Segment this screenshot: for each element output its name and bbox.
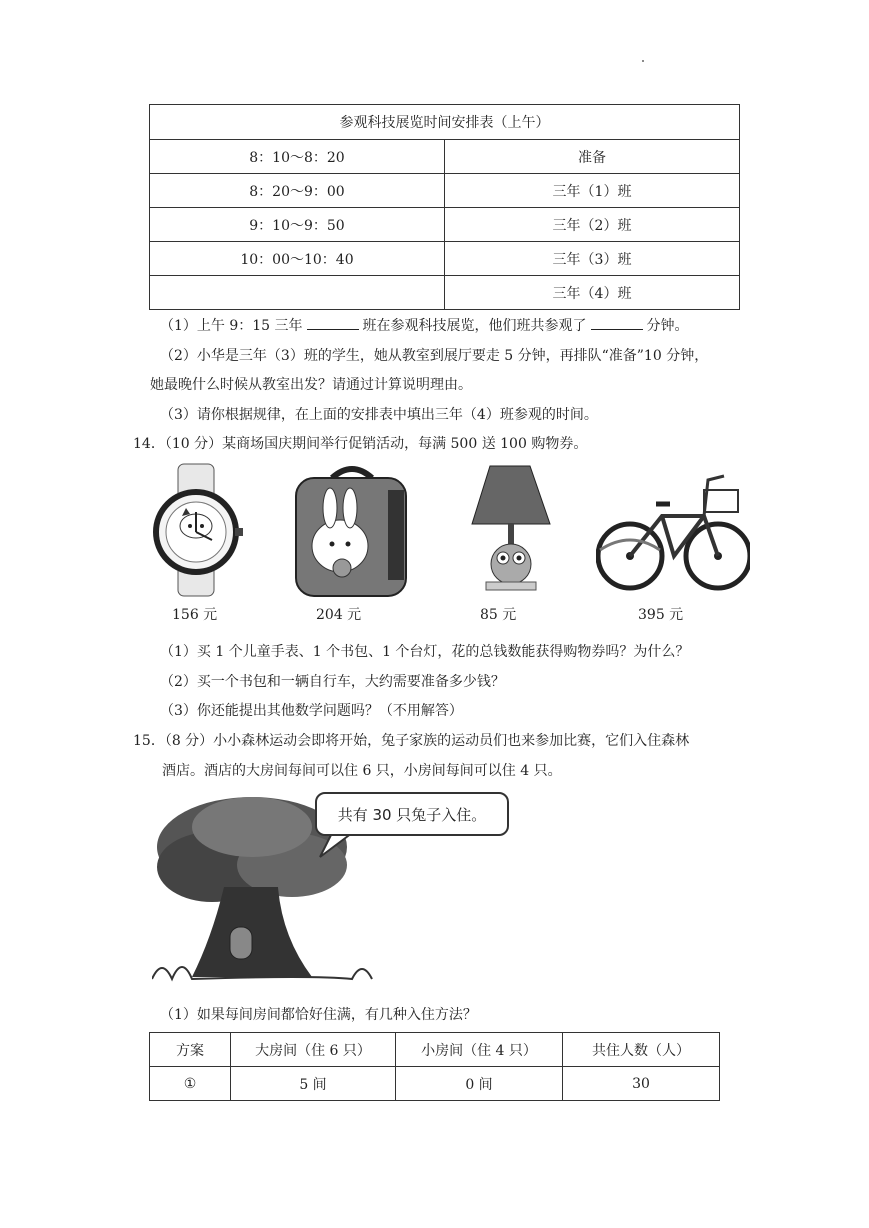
schedule-class: 三年（2）班	[445, 208, 740, 242]
answer-blank[interactable]	[307, 315, 359, 330]
table-row	[150, 140, 740, 174]
price-label: 156 元	[172, 607, 218, 623]
q14-part3: （3）你还能提出其他数学问题吗？（不用解答）	[160, 703, 463, 719]
schedule-time: 10：00～10：40	[150, 242, 445, 276]
table-header-row	[150, 1033, 720, 1067]
table-header: 方案	[150, 1033, 231, 1067]
schedule-class: 三年（1）班	[445, 174, 740, 208]
table-cell: ①	[150, 1067, 231, 1101]
q14-stem: 14．（10 分）某商场国庆期间举行促销活动，每满 500 送 100 购物券。	[133, 436, 588, 452]
product-bicycle	[596, 460, 750, 628]
schedule-time: 8：10～8：20	[150, 140, 445, 174]
q13-part1-text-b: 班在参观科技展览，他们班共参观了	[362, 318, 587, 334]
table-cell: 30	[563, 1067, 720, 1101]
schedule-title: 参观科技展览时间安排表（上午）	[150, 105, 740, 140]
q15-stem-line2: 酒店。酒店的大房间每间可以住 6 只，小房间每间可以住 4 只。	[162, 763, 562, 779]
schedule-table	[149, 104, 740, 310]
schedule-time: 8：20～9：00	[150, 174, 445, 208]
watch-icon	[146, 460, 256, 600]
table-header: 大房间（住 6 只）	[231, 1033, 396, 1067]
product-images	[146, 460, 750, 628]
product-backpack	[292, 460, 412, 628]
table-row	[150, 174, 740, 208]
q15-part1: （1）如果每间房间都恰好住满，有几种入住方法？	[160, 1007, 477, 1023]
q13-part1-text-c: 分钟。	[646, 318, 689, 334]
price-label: 204 元	[316, 607, 362, 623]
page-dot	[642, 60, 644, 62]
table-header: 共住人数（人）	[563, 1033, 720, 1067]
schedule-class: 三年（4）班	[445, 276, 740, 310]
table-row	[150, 276, 740, 310]
schedule-time: 9：10～9：50	[150, 208, 445, 242]
table-row	[150, 208, 740, 242]
schedule-title-row	[150, 105, 740, 140]
q13-part1	[160, 315, 689, 335]
table-header: 小房间（住 4 只）	[396, 1033, 563, 1067]
backpack-icon	[292, 460, 412, 600]
price-label: 85 元	[480, 607, 517, 623]
tree-illustration	[152, 787, 508, 990]
answer-blank[interactable]	[591, 315, 643, 330]
lamp-icon	[466, 460, 556, 600]
q15-stem-line1: 15．（8 分）小小森林运动会即将开始，兔子家族的运动员们也来参加比赛，它们入住森林	[133, 733, 690, 749]
schedule-class: 三年（3）班	[445, 242, 740, 276]
product-watch	[146, 460, 256, 628]
schedule-time-blank[interactable]	[150, 276, 445, 310]
q13-part2-line1: （2）小华是三年（3）班的学生，她从教室到展厅要走 5 分钟，再排队“准备”10 分钟，	[160, 348, 709, 364]
schedule-class: 准备	[445, 140, 740, 174]
table-row	[150, 1067, 720, 1101]
table-row	[150, 242, 740, 276]
q13-part1-text-a: （1）上午 9：15 三年	[160, 318, 303, 334]
table-cell: 5 间	[231, 1067, 396, 1101]
price-label: 395 元	[638, 607, 684, 623]
product-lamp	[466, 460, 556, 628]
q14-part1: （1）买 1 个儿童手表、1 个书包、1 个台灯，花的总钱数能获得购物券吗？为什么？	[160, 644, 690, 660]
table-cell: 0 间	[396, 1067, 563, 1101]
bicycle-icon	[596, 460, 750, 600]
speech-bubble: 共有 30 只兔子入住。	[315, 792, 509, 836]
q13-part2-line2: 她最晚什么时候从教室出发？请通过计算说明理由。	[150, 377, 472, 393]
plans-table	[149, 1032, 720, 1101]
q13-part3: （3）请你根据规律，在上面的安排表中填出三年（4）班参观的时间。	[160, 407, 598, 423]
q14-part2: （2）买一个书包和一辆自行车，大约需要准备多少钱？	[160, 674, 505, 690]
